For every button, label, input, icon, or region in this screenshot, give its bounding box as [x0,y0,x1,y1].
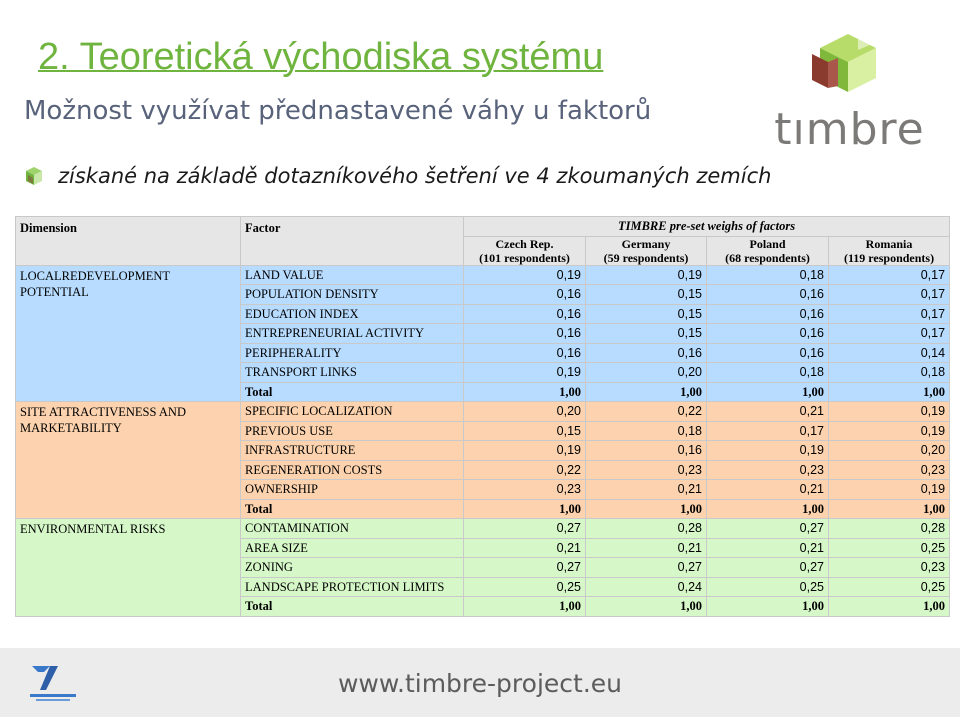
timbre-cube-icon [772,30,927,110]
weight-cell: 0,16 [707,285,829,305]
weight-cell: 1,00 [586,499,707,519]
weight-cell: 0,18 [707,265,829,285]
weight-cell: 0,18 [707,363,829,383]
weight-cell: 0,25 [829,538,950,558]
weight-cell: 1,00 [586,382,707,402]
weight-cell: 0,21 [707,480,829,500]
weight-cell: 0,19 [586,265,707,285]
weight-cell: 0,16 [464,343,586,363]
weight-cell: 0,19 [829,480,950,500]
factor-cell: POPULATION DENSITY [241,285,464,305]
country-name: Poland [749,236,786,251]
weight-cell: 0,23 [829,460,950,480]
header-factor: Factor [241,217,464,266]
weight-cell: 0,19 [464,441,586,461]
weight-cell: 0,14 [829,343,950,363]
slide-title: 2. Teoretická východiska systému [38,36,604,78]
weight-cell: 0,23 [829,558,950,578]
country-name: Czech Rep. [495,236,554,251]
weight-cell: 0,19 [464,265,586,285]
weight-cell: 0,16 [707,324,829,344]
weight-cell: 0,17 [829,304,950,324]
bullet-item [24,164,771,188]
header-dimension: Dimension [16,217,241,266]
factor-cell: AREA SIZE [241,538,464,558]
weight-cell: 0,27 [464,519,586,539]
weight-cell: 0,22 [586,402,707,422]
weight-cell: 0,17 [829,324,950,344]
header-country [586,236,707,265]
factor-cell: LANDSCAPE PROTECTION LIMITS [241,577,464,597]
weight-cell: 0,23 [707,460,829,480]
header-country [707,236,829,265]
factor-cell: ZONING [241,558,464,578]
weight-cell: 0,19 [829,421,950,441]
weight-cell: 0,19 [829,402,950,422]
weight-cell: 0,27 [464,558,586,578]
factor-cell: OWNERSHIP [241,480,464,500]
weight-cell: 0,27 [586,558,707,578]
header-country [829,236,950,265]
weight-cell: 1,00 [464,597,586,617]
weight-cell: 0,16 [464,324,586,344]
factor-row [16,519,950,539]
bullet-cube-icon [24,165,44,187]
weight-cell: 0,21 [586,538,707,558]
weight-cell: 0,15 [586,304,707,324]
factor-cell: TRANSPORT LINKS [241,363,464,383]
country-name: Germany [621,236,671,251]
timbre-logo [772,30,927,155]
weight-cell: 0,16 [707,343,829,363]
factor-cell: LAND VALUE [241,265,464,285]
weight-cell: 0,16 [464,304,586,324]
weight-cell: 0,16 [586,343,707,363]
country-respondents: (119 respondents) [843,250,935,265]
weight-cell: 0,27 [707,558,829,578]
weight-cell: 0,16 [707,304,829,324]
weight-cell: 0,18 [586,421,707,441]
factor-cell: Total [241,382,464,402]
weight-cell: 0,28 [586,519,707,539]
country-respondents: (101 respondents) [479,250,570,265]
country-respondents: (68 respondents) [725,250,810,265]
factor-cell: PREVIOUS USE [241,421,464,441]
footer-bar [0,648,960,717]
footer-url: www.timbre-project.eu [337,669,623,698]
weight-cell: 0,20 [464,402,586,422]
slide-subtitle: Možnost využívat přednastavené váhy u faktorů [24,96,652,126]
table-header-row [16,217,950,237]
factor-cell: EDUCATION INDEX [241,304,464,324]
weight-cell: 0,21 [707,538,829,558]
weight-cell: 0,25 [829,577,950,597]
timbre-logo-text: tımbre [774,104,925,155]
weight-cell: 1,00 [707,597,829,617]
weight-cell: 0,20 [586,363,707,383]
weight-cell: 0,23 [464,480,586,500]
weight-cell: 1,00 [464,382,586,402]
factor-row [16,402,950,422]
weight-cell: 0,22 [464,460,586,480]
header-country [464,236,586,265]
weight-cell: 1,00 [586,597,707,617]
weight-cell: 0,24 [586,577,707,597]
preset-weights-table [15,216,950,617]
weight-cell: 0,15 [586,285,707,305]
weight-cell: 0,16 [586,441,707,461]
dimension-cell: LOCALREDEVELOPMENT POTENTIAL [16,265,241,402]
weight-cell: 0,16 [464,285,586,305]
factor-cell: Total [241,597,464,617]
factor-cell: CONTAMINATION [241,519,464,539]
weight-cell: 0,21 [707,402,829,422]
weight-cell: 0,19 [464,363,586,383]
weight-cell: 1,00 [829,382,950,402]
weight-cell: 0,17 [707,421,829,441]
weight-cell: 0,23 [586,460,707,480]
weight-cell: 0,25 [464,577,586,597]
weight-cell: 1,00 [707,499,829,519]
factor-cell: INFRASTRUCTURE [241,441,464,461]
weight-cell: 1,00 [829,597,950,617]
factor-cell: REGENERATION COSTS [241,460,464,480]
weight-cell: 0,21 [586,480,707,500]
weight-cell: 0,17 [829,285,950,305]
weight-cell: 0,15 [464,421,586,441]
dimension-cell: ENVIRONMENTAL RISKS [16,519,241,617]
weight-cell: 0,20 [829,441,950,461]
factor-cell: PERIPHERALITY [241,343,464,363]
weight-cell: 0,17 [829,265,950,285]
country-respondents: (59 respondents) [603,250,689,265]
factor-cell: Total [241,499,464,519]
factor-cell: SPECIFIC LOCALIZATION [241,402,464,422]
weight-cell: 1,00 [707,382,829,402]
dimension-cell: SITE ATTRACTIVENESS AND MARKETABILITY [16,402,241,519]
weight-cell: 0,27 [707,519,829,539]
weight-cell: 0,15 [586,324,707,344]
factor-row [16,265,950,285]
bullet-text: získané na základě dotazníkového šetření ve 4 zkoumaných zemích [58,164,772,188]
weight-cell: 1,00 [829,499,950,519]
weight-cell: 0,25 [707,577,829,597]
weight-cell: 1,00 [464,499,586,519]
weight-cell: 0,18 [829,363,950,383]
factor-cell: ENTREPRENEURIAL ACTIVITY [241,324,464,344]
country-name: Romania [865,236,913,251]
weight-cell: 0,21 [464,538,586,558]
weight-cell: 0,19 [707,441,829,461]
weight-cell: 0,28 [829,519,950,539]
header-group: TIMBRE pre-set weighs of factors [464,217,950,237]
